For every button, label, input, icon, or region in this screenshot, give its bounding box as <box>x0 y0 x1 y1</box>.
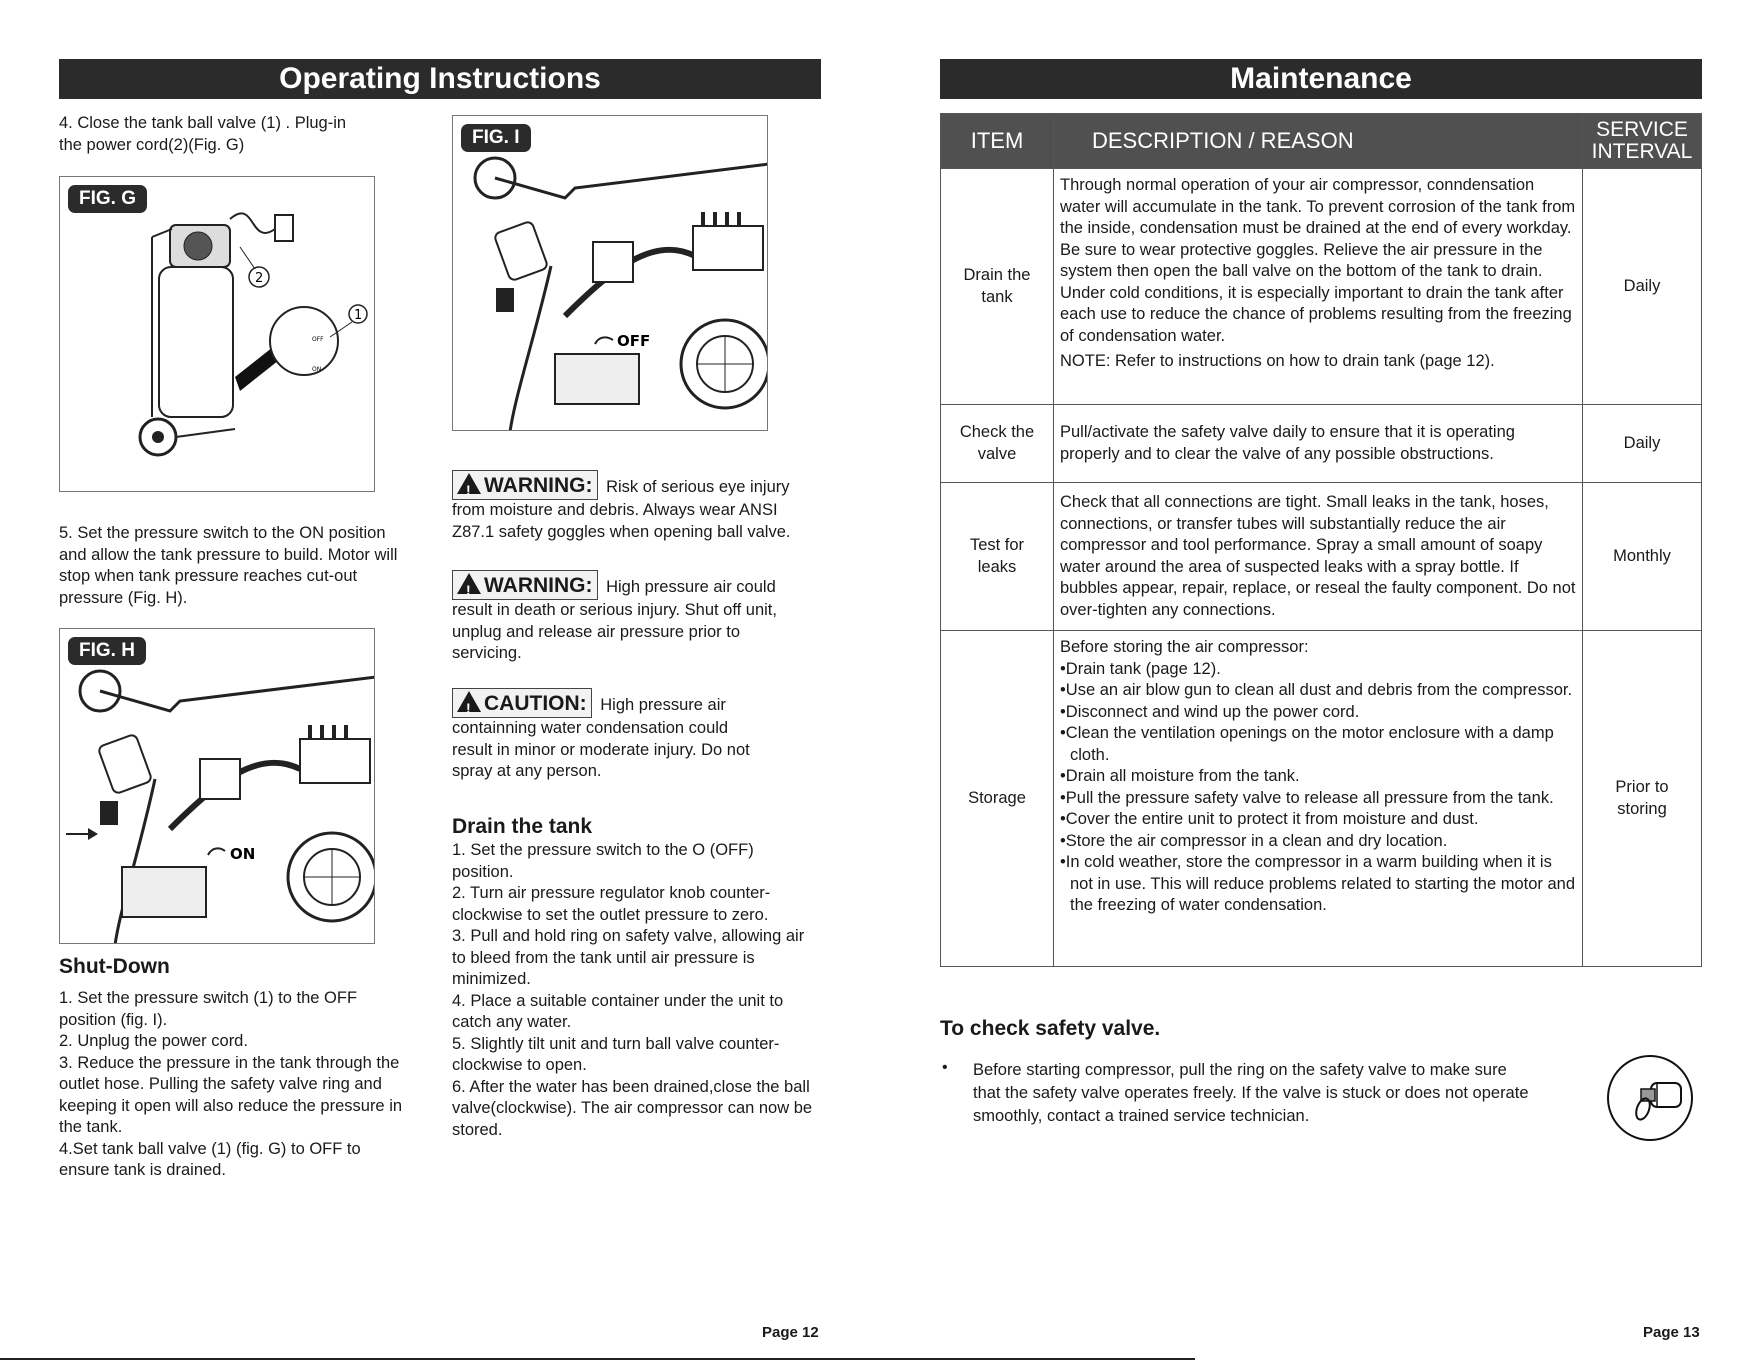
pressure-switch-off-illustration <box>453 116 768 431</box>
step-5-text: 5. Set the pressure switch to the ON position and allow the tank pressure to build. Motor will stop when tank pressure reaches cut-out pressure (Fig. H). <box>59 524 398 607</box>
storage-bullet: •In cold weather, store the compressor in a warm building when it is not in use. This will reduce problems related to starting the motor and the freezing of water condensation. <box>1060 853 1576 914</box>
row-description: Pull/activate the safety valve daily to ensure that it is operating properly and to clear the valve of any possible obstructions. <box>1054 405 1583 483</box>
row-description: Check that all connections are tight. Small leaks in the tank, hoses, connections, or transfer tubes will substantially reduce the air compressor and tool performance. Spray a small amount of soapy water around the area of suspected leaks with a spray bottle. If bubbles appear, repair, replace, or reseal the faulty component. Do not over-tighten any connections. <box>1054 483 1583 631</box>
caution: !CAUTION: High pressure air containning water condensation could result in minor or moderate injury. Do not spray at any person. <box>452 688 772 783</box>
figure-i-tag: FIG. I <box>461 124 531 152</box>
check-safety-valve-text: Before starting compressor, pull the ring on the safety valve to make sure that the safety valve operates freely. If the valve is stuck or does not operate smoothly, contact a trained service technician. <box>973 1061 1529 1125</box>
row-item: Drain the tank <box>941 169 1054 405</box>
table-header-row <box>941 114 1702 169</box>
warning-triangle-icon <box>457 473 481 494</box>
shut-down-step: 3. Reduce the pressure in the tank through the outlet hose. Pulling the safety valve ring and keeping it open will also reduce the pressure in the tank. <box>59 1053 403 1136</box>
row-description <box>1054 631 1583 967</box>
figure-i <box>452 115 768 431</box>
check-safety-valve-title: To check safety valve. <box>940 1017 1161 1040</box>
storage-bullet: •Cover the entire unit to protect it from moisture and dust. <box>1060 810 1479 828</box>
storage-intro: Before storing the air compressor: <box>1060 638 1309 656</box>
row-interval: Prior to storing <box>1583 631 1702 967</box>
table-row <box>941 483 1702 631</box>
header-service-interval: SERVICE INTERVAL <box>1583 114 1702 169</box>
drain-step: 2. Turn air pressure regulator knob counter-clockwise to set the outlet pressure to zero. <box>452 884 771 924</box>
row-item: Storage <box>941 631 1054 967</box>
figure-g-tag: FIG. G <box>68 185 147 213</box>
storage-bullet: •Clean the ventilation openings on the motor enclosure with a damp cloth. <box>1060 724 1554 764</box>
drain-steps <box>452 840 817 1141</box>
storage-bullet: •Disconnect and wind up the power cord. <box>1060 702 1360 721</box>
warning-triangle-icon <box>457 691 481 712</box>
fig-h-on-label: ON <box>230 845 256 863</box>
row-description <box>1054 169 1583 405</box>
step-4-text: 4. Close the tank ball valve (1) . Plug-in the power cord(2)(Fig. G) <box>59 114 347 154</box>
fig-g-callout-1: 1 <box>354 308 363 323</box>
fig-g-on-label: ON <box>312 366 322 373</box>
maintenance-table <box>940 113 1702 967</box>
shut-down-title: Shut-Down <box>59 955 170 978</box>
shut-down-step: 2. Unplug the power cord. <box>59 1032 248 1050</box>
storage-bullet: •Use an air blow gun to clean all dust and debris from the compressor. <box>1060 681 1573 699</box>
compressor-upright-illustration <box>60 177 375 492</box>
figure-h <box>59 628 375 944</box>
row-interval: Monthly <box>1583 483 1702 631</box>
row-description-text: Through normal operation of your air compressor, conndensation water will accumulate in the tank. To prevent corrosion of the tank from the inside, condensation must be drained at the end of every workday. Be sure to wear protective goggles. Relieve the air pressure in the system then open the ball valve on the bottom of the tank to drain. Under cold conditions, it is especially important to drain the tank after each use to reduce the chance of problems resulting from the freezing of condensation water. <box>1060 176 1576 345</box>
row-description-note: NOTE: Refer to instructions on how to drain tank (page 12). <box>1060 352 1495 370</box>
drain-the-tank-title: Drain the tank <box>452 815 593 838</box>
fig-g-off-label: OFF <box>312 336 324 343</box>
row-interval: Daily <box>1583 169 1702 405</box>
page-number-left: Page 12 <box>762 1324 819 1341</box>
figure-h-tag: FIG. H <box>68 637 146 665</box>
safety-valve-icon <box>1605 1053 1695 1143</box>
drain-step: 6. After the water has been drained,close the ball valve(clockwise). The air compressor can now be stored. <box>452 1077 813 1139</box>
pressure-switch-illustration <box>60 629 375 944</box>
page-number-right: Page 13 <box>1643 1324 1700 1341</box>
operating-instructions-banner: Operating Instructions <box>59 59 821 99</box>
figure-g <box>59 176 375 492</box>
row-interval: Daily <box>1583 405 1702 483</box>
drain-step: 3. Pull and hold ring on safety valve, allowing air to bleed from the tank until air pressure is minimized. <box>452 927 805 988</box>
table-row <box>941 405 1702 483</box>
warning-2: !WARNING: High pressure air could result in death or serious injury. Shut off unit, unplug and release air pressure prior to servicing. <box>452 570 812 665</box>
table-row <box>941 631 1702 967</box>
fig-g-callout-2: 2 <box>255 271 264 286</box>
check-safety-valve-item <box>940 1059 1540 1128</box>
warning-triangle-icon <box>457 573 481 594</box>
maintenance-banner: Maintenance <box>940 59 1702 99</box>
drain-step: 1. Set the pressure switch to the O (OFF) position. <box>452 841 754 881</box>
storage-bullet: •Pull the pressure safety valve to release all pressure from the tank. <box>1060 788 1554 807</box>
fig-i-off-label: OFF <box>617 332 651 350</box>
header-description: DESCRIPTION / REASON <box>1054 114 1583 169</box>
row-item: Check the valve <box>941 405 1054 483</box>
warning-1-label-box: !WARNING: <box>452 470 598 500</box>
caution-label-box: !CAUTION: <box>452 688 592 718</box>
storage-bullet: •Store the air compressor in a clean and dry location. <box>1060 831 1448 850</box>
drain-step: 4. Place a suitable container under the unit to catch any water. <box>452 991 784 1031</box>
header-item: ITEM <box>941 114 1054 169</box>
maintenance-table-wrap <box>940 113 1702 967</box>
warning-2-label-box: !WARNING: <box>452 570 598 600</box>
table-row <box>941 169 1702 405</box>
bullet-dot: • <box>942 1059 948 1076</box>
bottom-divider <box>0 1358 1195 1360</box>
shut-down-step: 1. Set the pressure switch (1) to the OFF position (fig. I). <box>59 989 358 1029</box>
drain-step: 5. Slightly tilt unit and turn ball valve counter-clockwise to open. <box>452 1034 780 1074</box>
storage-bullet: •Drain all moisture from the tank. <box>1060 767 1300 785</box>
warning-1: !WARNING: Risk of serious eye injury from moisture and debris. Always wear ANSI Z87.1 safety goggles when opening ball valve. <box>452 470 812 543</box>
shut-down-step: 4.Set tank ball valve (1) (fig. G) to OFF to ensure tank is drained. <box>59 1139 361 1179</box>
storage-bullet: •Drain tank (page 12). <box>1060 659 1221 678</box>
row-item: Test for leaks <box>941 483 1054 631</box>
shut-down-steps <box>59 988 404 1182</box>
